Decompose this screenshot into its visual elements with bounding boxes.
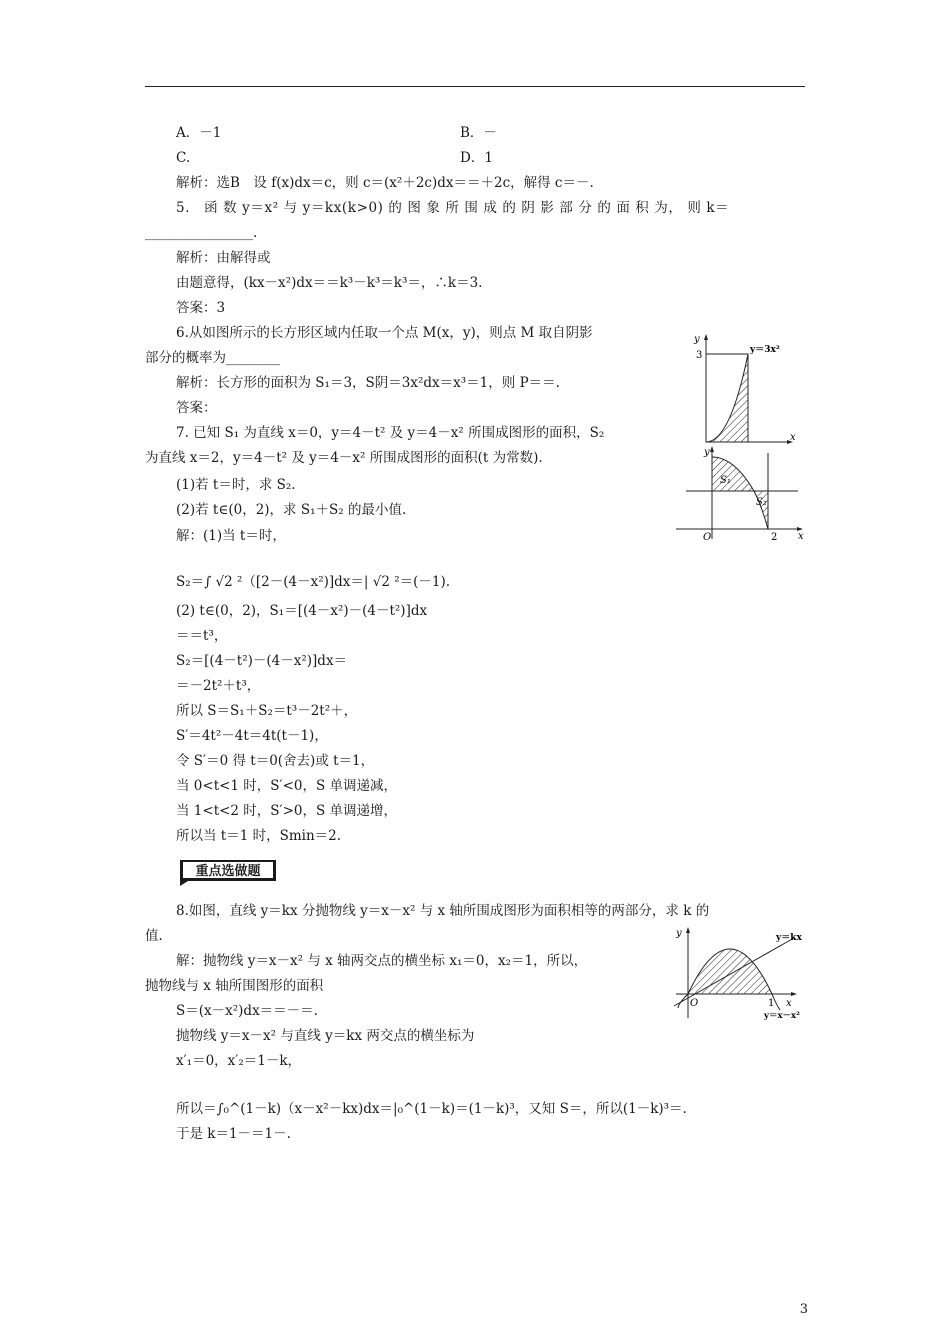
problem-7-text-cont: 为直线 x＝2，y＝4－t² 及 y＝4－x² 所围成图形的面积(t 为常数). bbox=[145, 450, 543, 466]
solution-line: (2) t∈(0，2)，S₁＝[(4－x²)－(4－t²)]dx bbox=[176, 603, 428, 619]
solution-line: 解析：由解得或 bbox=[176, 250, 271, 266]
solution-line: 解：(1)当 t＝时， bbox=[176, 528, 286, 544]
solution-line: 抛物线 y＝x－x² 与直线 y＝kx 两交点的横坐标为 bbox=[176, 1028, 475, 1044]
answer-blank: ________________. bbox=[145, 225, 258, 241]
tick-label: 3 bbox=[696, 350, 703, 361]
tick-label: 2 bbox=[771, 532, 778, 543]
option-a: A．－1 bbox=[176, 125, 222, 141]
option-b: B．－ bbox=[460, 125, 497, 141]
solution-line: 当 0<t<1 时，S′<0，S 单调递减， bbox=[176, 778, 398, 794]
axis-label: x bbox=[790, 432, 796, 443]
solution-line: S＝(x－x²)dx＝＝－＝. bbox=[176, 1003, 318, 1019]
figure-8-graph bbox=[672, 924, 808, 1020]
curve-label: y＝3x² bbox=[750, 345, 780, 355]
solution-line: 解：抛物线 y＝x－x² 与 x 轴两交点的横坐标 x₁＝0，x₂＝1，所以， bbox=[176, 953, 588, 969]
page-number: 3 bbox=[799, 1302, 808, 1317]
curve-label: y＝x－x² bbox=[764, 1011, 800, 1020]
solution-line: x′₁＝0，x′₂＝1－k， bbox=[176, 1053, 302, 1069]
axis-label: y bbox=[704, 447, 710, 458]
answer-line: 答案：3 bbox=[176, 300, 226, 316]
solution-line: 所以当 t＝1 时，Smin＝2. bbox=[176, 828, 342, 844]
problem-6-text: 6.从如图所示的长方形区域内任取一个点 M(x，y)，则点 M 取自阴影 bbox=[176, 325, 593, 341]
header-rule bbox=[145, 86, 805, 87]
problem-6-text-cont: 部分的概率为________ bbox=[145, 350, 280, 366]
section-badge bbox=[176, 857, 280, 887]
problem-7-part-2: (2)若 t∈(0，2)，求 S₁＋S₂ 的最小值. bbox=[176, 502, 407, 518]
badge-text: 重点选做题 bbox=[195, 864, 261, 879]
solution-line: S′＝4t²－4t＝4t(t－1)， bbox=[176, 728, 328, 744]
solution-line: 解析：选B 设 f(x)dx＝c，则 c＝(x²＋2c)dx＝＝＋2c，解得 c＝－. bbox=[176, 175, 594, 191]
tick-label: 1 bbox=[768, 998, 775, 1009]
solution-line: 当 1<t<2 时，S′>0，S 单调递增， bbox=[176, 803, 398, 819]
solution-line: 所以＝∫₀^(1－k)（x－x²－kx)dx＝|₀^(1－k)＝(1－k)³，又知 S＝，所以(1－k)³＝. bbox=[176, 1101, 687, 1117]
solution-line: 令 S′＝0 得 t＝0(舍去)或 t＝1， bbox=[176, 753, 375, 769]
problem-8-text: 8.如图，直线 y＝kx 分抛物线 y＝x－x² 与 x 轴所围成图形为面积相等的两部分，求 k 的 bbox=[176, 903, 710, 919]
axis-label: y bbox=[694, 334, 700, 345]
solution-line: S₂＝∫ √2 ²（[2－(4－x²)]dx＝| √2 ²＝(－1). bbox=[176, 574, 451, 590]
axis-label: x bbox=[786, 998, 792, 1009]
solution-line: ＝＝t³， bbox=[176, 628, 228, 644]
solution-line: 所以 S＝S₁＋S₂＝t³－2t²＋， bbox=[176, 703, 358, 719]
problem-7-part-1: (1)若 t＝时，求 S₂. bbox=[176, 477, 296, 493]
option-c: C. bbox=[176, 150, 191, 166]
problem-7-text: 7. 已知 S₁ 为直线 x＝0，y＝4－t² 及 y＝4－x² 所围成图形的面积，S₂ bbox=[176, 425, 605, 441]
solution-line: 于是 k＝1－＝1－. bbox=[176, 1126, 291, 1142]
solution-line: 由题意得，(kx－x²)dx＝＝k³－k³＝k³＝，∴k＝3. bbox=[176, 275, 483, 291]
line-label: y＝kx bbox=[776, 933, 802, 943]
origin-label: O bbox=[690, 998, 699, 1009]
solution-line: S₂＝[(4－t²)－(4－x²)]dx＝ bbox=[176, 653, 348, 669]
figure-7-graph bbox=[676, 443, 806, 543]
problem-5-text: 5． 函 数 y＝x² 与 y＝kx(k>0) 的 图 象 所 围 成 的 阴 影 部 分 的 面 积 为， 则 k＝ bbox=[176, 200, 730, 216]
axis-label: x bbox=[798, 531, 804, 542]
solution-line: 解析：长方形的面积为 S₁＝3，S阴＝3x²dx＝x³＝1，则 P＝＝. bbox=[176, 375, 560, 391]
option-d: D．1 bbox=[460, 150, 493, 166]
region-label: S₁ bbox=[720, 475, 731, 486]
figure-6-graph bbox=[690, 330, 800, 448]
origin-label: O bbox=[703, 532, 712, 543]
answer-line: 答案： bbox=[176, 400, 217, 416]
axis-label: y bbox=[676, 928, 682, 939]
problem-8-text-cont: 值. bbox=[145, 928, 163, 944]
solution-line: ＝－2t²＋t³， bbox=[176, 678, 261, 694]
solution-line: 抛物线与 x 轴所围图形的面积 bbox=[145, 978, 324, 994]
region-label: S₂ bbox=[756, 497, 767, 508]
